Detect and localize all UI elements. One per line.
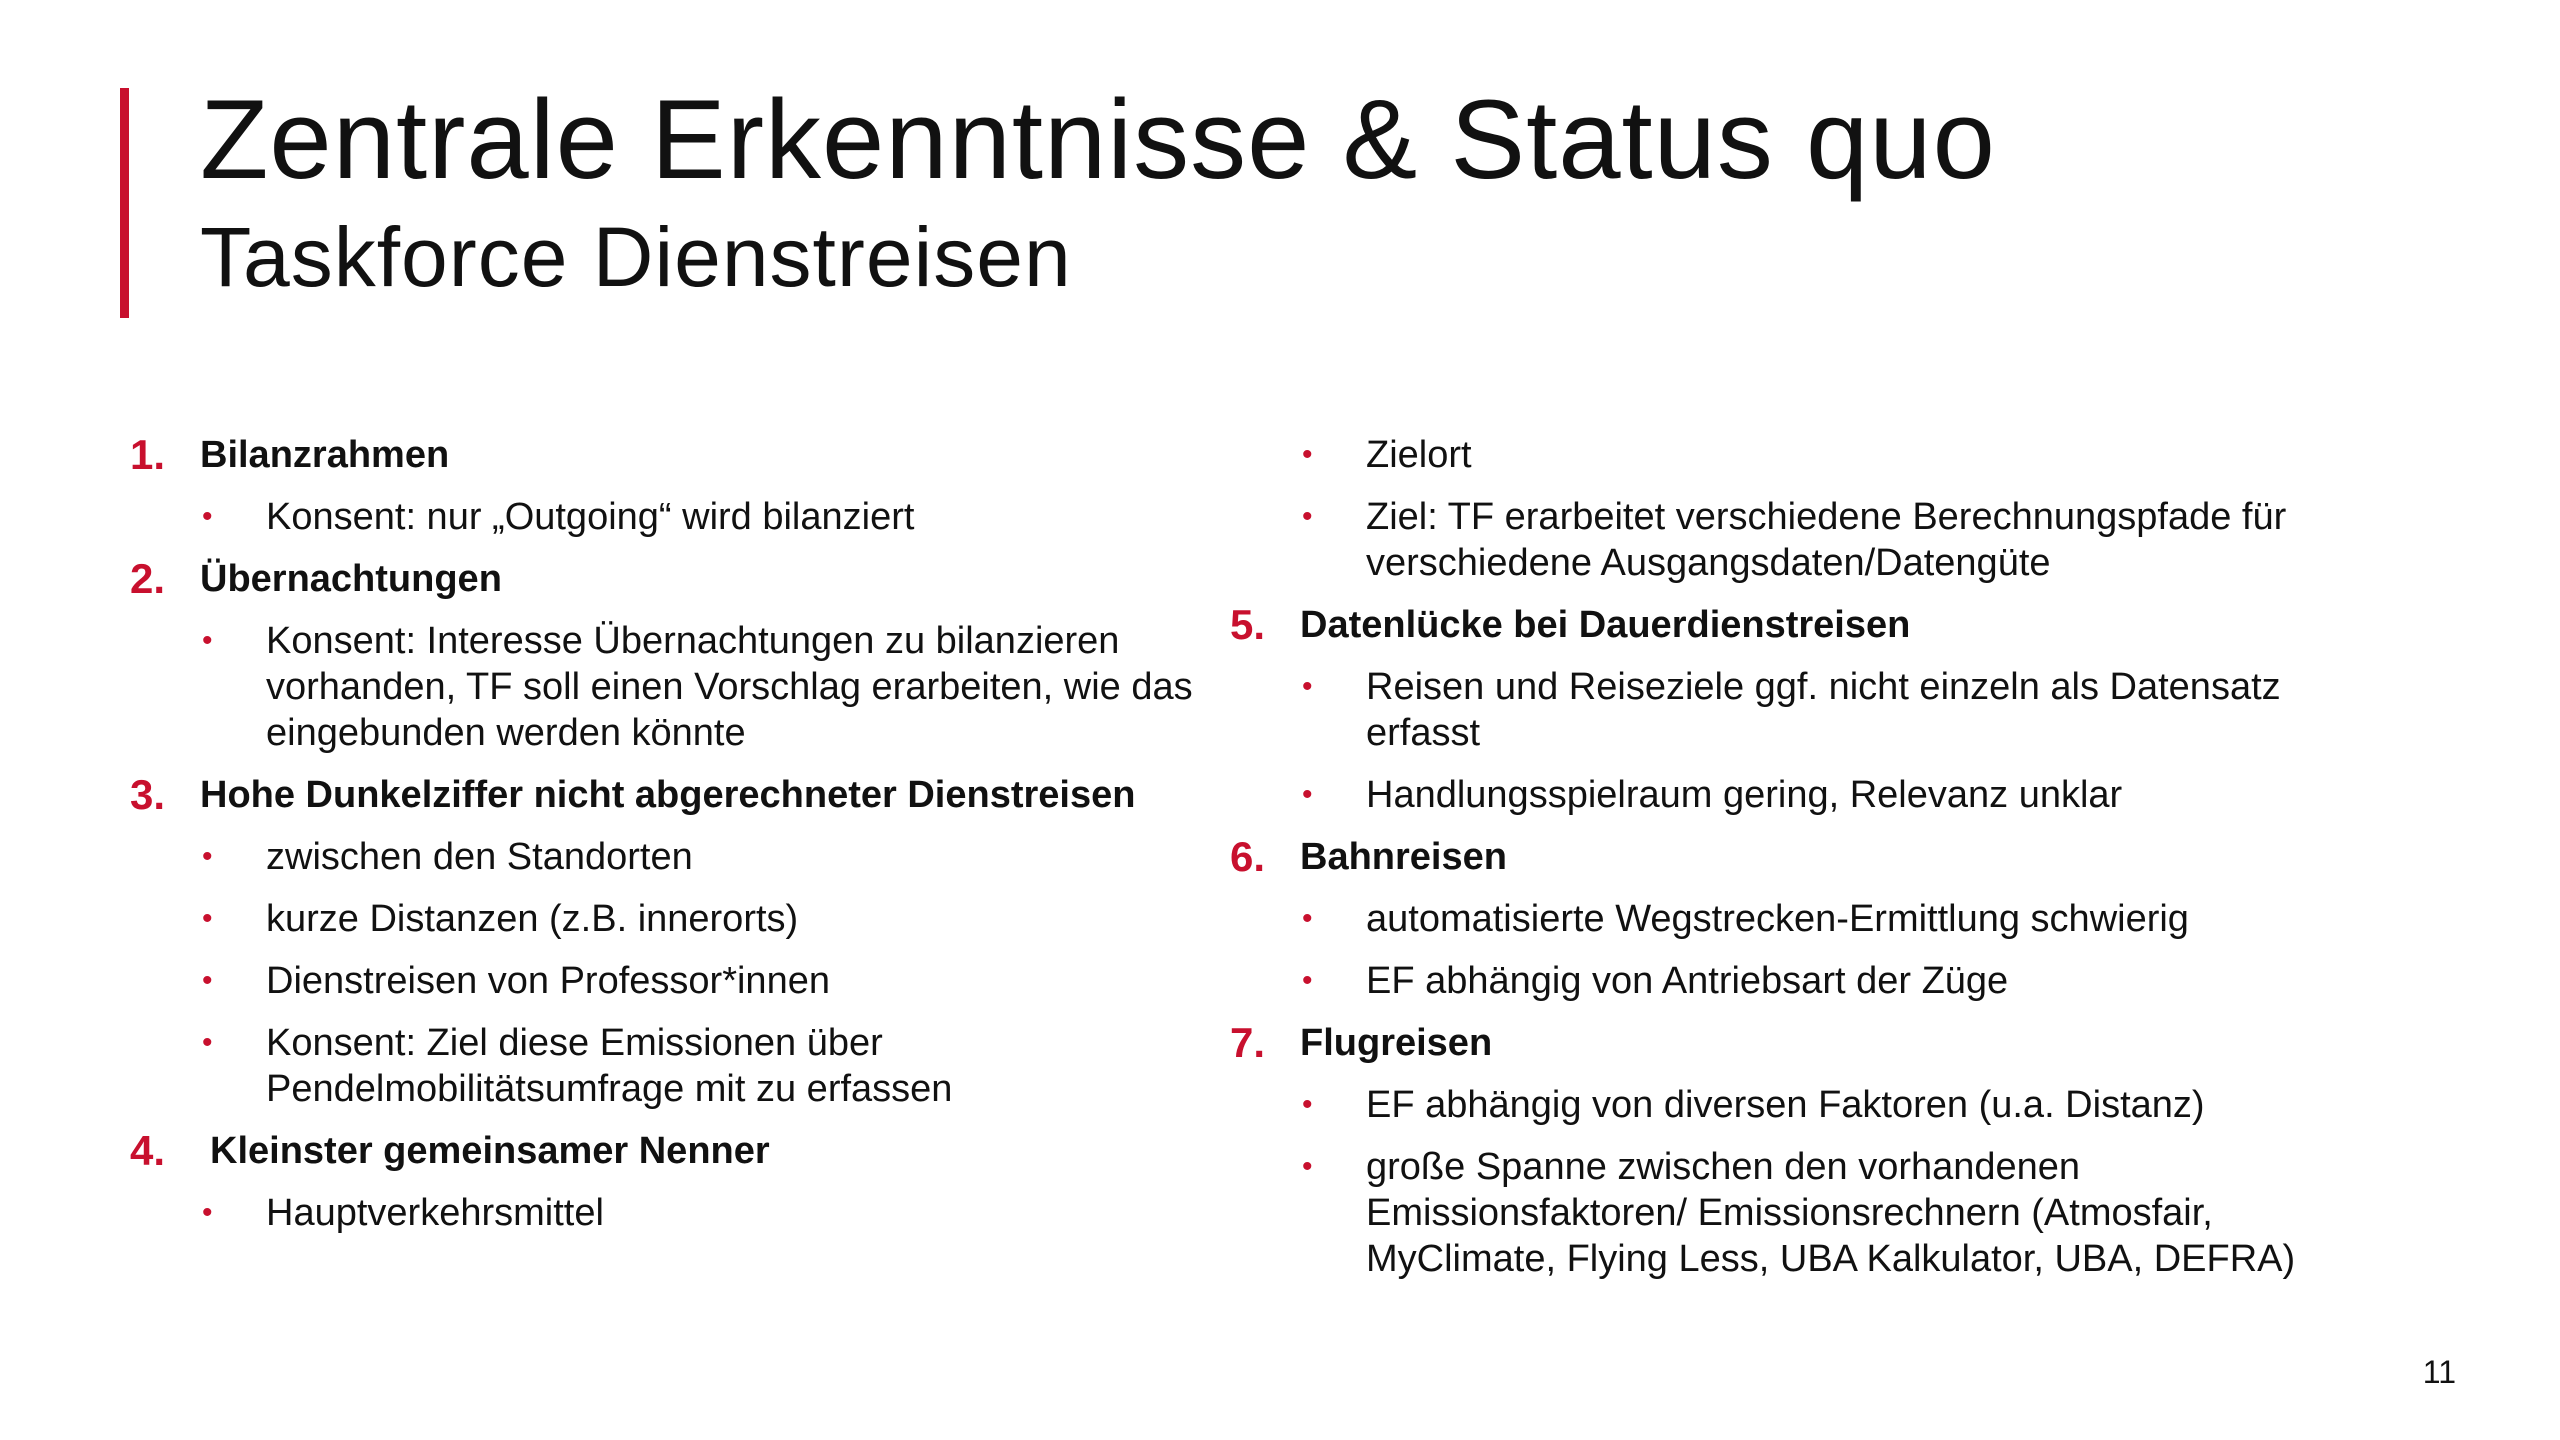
item-heading: Flugreisen [1300, 1022, 1493, 1064]
bullet-dot-icon: • [1302, 1150, 1313, 1183]
right-column [1230, 432, 2390, 1298]
left-column [130, 432, 1230, 1252]
bullet-item [1230, 494, 2390, 586]
bullet-text: EF abhängig von Antriebsart der Züge [1366, 960, 2009, 1002]
bullet-text: zwischen den Standorten [266, 836, 693, 878]
bullet-dot-icon: • [202, 902, 213, 935]
bullet-item [130, 618, 1230, 756]
bullet-dot-icon: • [202, 840, 213, 873]
bullet-text: Dienstreisen von Professor*innen [266, 960, 830, 1002]
item-number: 7. [1230, 1019, 1266, 1066]
bullet-item [1230, 958, 2390, 1004]
bullet-item [130, 494, 1230, 540]
bullet-item [130, 958, 1230, 1004]
bullet-dot-icon: • [1302, 670, 1313, 703]
list-item-dunkelziffer [130, 772, 1230, 818]
bullet-text: Konsent: Interesse Übernachtungen zu bilanzieren vorhanden, TF soll einen Vorschlag erarbeiten, wie das eingebunden werden könnte [266, 620, 1193, 754]
list-item-bilanzrahmen [130, 432, 1230, 478]
bullet-text: Ziel: TF erarbeitet verschiedene Berechnungspfade für verschiedene Ausgangsdaten/Datengüte [1366, 496, 2287, 584]
item-number: 5. [1230, 601, 1266, 648]
item-heading: Bahnreisen [1300, 836, 1507, 878]
bullet-dot-icon: • [1302, 964, 1313, 997]
item-heading: Bilanzrahmen [200, 434, 450, 476]
bullet-dot-icon: • [1302, 500, 1313, 533]
list-item-uebernachtungen [130, 556, 1230, 602]
bullet-item [1230, 664, 2390, 756]
bullet-text: Hauptverkehrsmittel [266, 1192, 604, 1234]
bullet-dot-icon: • [202, 1026, 213, 1059]
item-number: 4. [130, 1127, 166, 1174]
bullet-dot-icon: • [1302, 778, 1313, 811]
bullet-dot-icon: • [202, 964, 213, 997]
bullet-text: Zielort [1366, 434, 1472, 476]
item-heading: Kleinster gemeinsamer Nenner [210, 1130, 770, 1172]
list-item-flugreisen [1230, 1020, 2390, 1066]
bullet-item [130, 896, 1230, 942]
item-number: 2. [130, 555, 166, 602]
item-heading: Hohe Dunkelziffer nicht abgerechneter Dienstreisen [200, 774, 1136, 816]
bullet-dot-icon: • [1302, 438, 1313, 471]
bullet-item [1230, 432, 2390, 478]
bullet-text: große Spanne zwischen den vorhandenen Emissionsfaktoren/ Emissionsrechnern (Atmosfair, MyClimate, Flying Less, UBA Kalkulator, UBA, DEFRA) [1366, 1146, 2296, 1280]
bullet-text: kurze Distanzen (z.B. innerorts) [266, 898, 799, 940]
page-number: 11 [2422, 1354, 2456, 1390]
bullet-dot-icon: • [1302, 902, 1313, 935]
title-accent-bar [120, 88, 129, 318]
bullet-item [1230, 1082, 2390, 1128]
bullet-dot-icon: • [202, 500, 213, 533]
list-item-dauerdienstreisen [1230, 602, 2390, 648]
item-number: 3. [130, 771, 166, 818]
item-number: 6. [1230, 833, 1266, 880]
bullet-text: EF abhängig von diversen Faktoren (u.a. Distanz) [1366, 1084, 2205, 1126]
bullet-item [130, 1190, 1230, 1236]
bullet-item [1230, 1144, 2390, 1282]
bullet-dot-icon: • [1302, 1088, 1313, 1121]
item-number: 1. [130, 431, 166, 478]
slide-subtitle: Taskforce Dienstreisen [200, 210, 1072, 304]
bullet-item [1230, 772, 2390, 818]
list-item-kleinster-nenner [130, 1128, 1230, 1174]
bullet-item [130, 834, 1230, 880]
bullet-text: automatisierte Wegstrecken-Ermittlung schwierig [1366, 898, 2189, 940]
bullet-item [130, 1020, 1230, 1112]
bullet-item [1230, 896, 2390, 942]
item-heading: Datenlücke bei Dauerdienstreisen [1300, 604, 1911, 646]
bullet-text: Konsent: Ziel diese Emissionen über Pendelmobilitätsumfrage mit zu erfassen [266, 1022, 953, 1110]
bullet-dot-icon: • [202, 1196, 213, 1229]
bullet-text: Handlungsspielraum gering, Relevanz unklar [1366, 774, 2123, 816]
item-heading: Übernachtungen [200, 558, 502, 600]
bullet-dot-icon: • [202, 624, 213, 657]
slide-title: Zentrale Erkenntnisse & Status quo [200, 77, 1996, 202]
list-item-bahnreisen [1230, 834, 2390, 880]
bullet-text: Konsent: nur „Outgoing“ wird bilanziert [266, 496, 915, 538]
bullet-text: Reisen und Reiseziele ggf. nicht einzeln als Datensatz erfasst [1366, 666, 2281, 754]
